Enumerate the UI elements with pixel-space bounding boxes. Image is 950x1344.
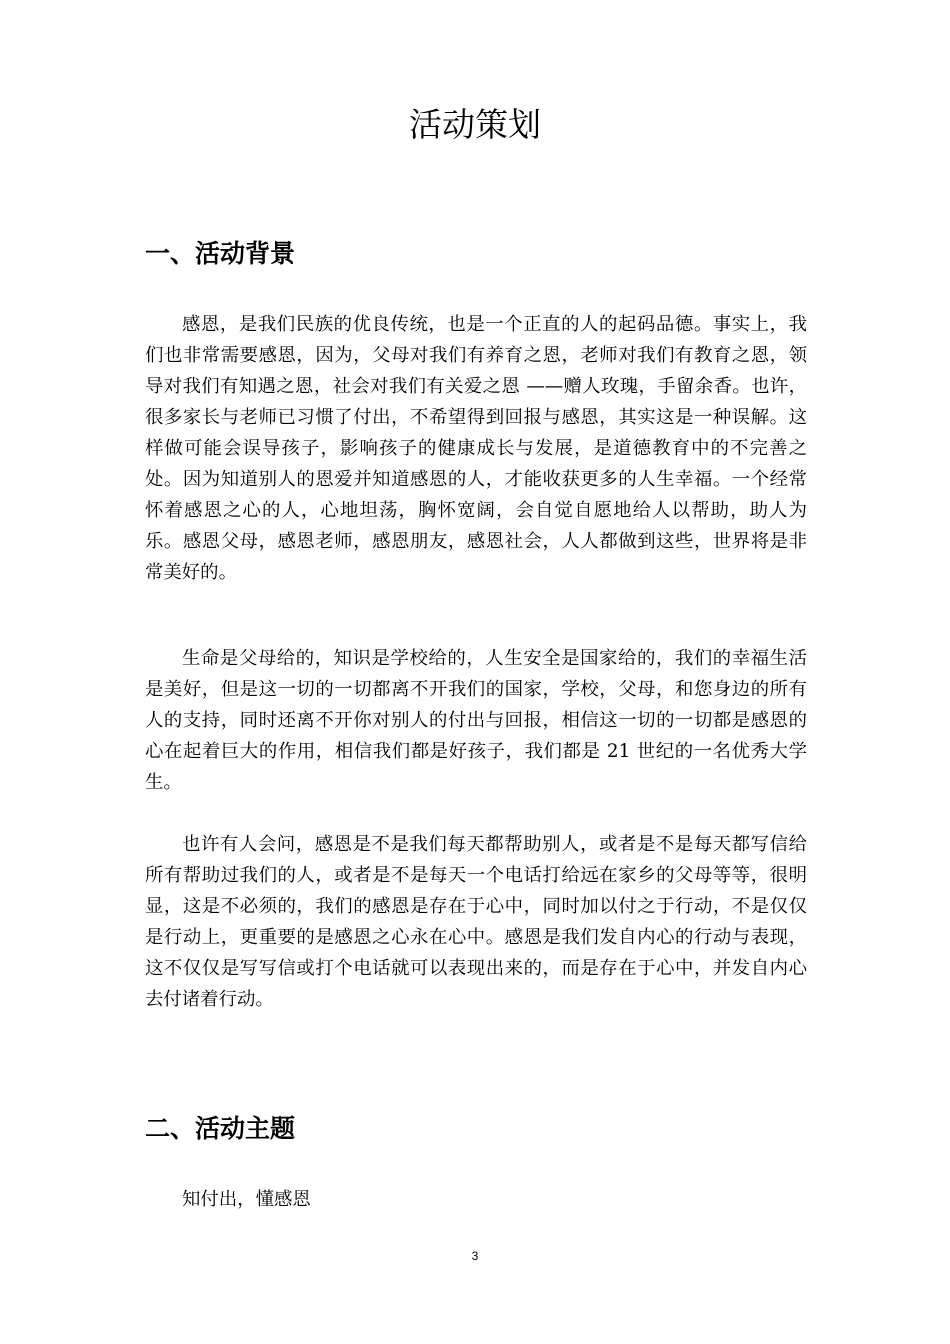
background-paragraph: 感恩，是我们民族的优良传统，也是一个正直的人的起码品德。事实上，我们也非常需要感恩，因为，父母对我们有养育之恩，老师对我们有教育之恩，领导对我们有知遇之恩，社会对我们有关爱之恩 ——赠人玫瑰，手留余香。也许，很多家长与老师已习惯了付出，不希望得到回报与感恩，其实这是一种误解。这样做可能会误导孩子，影响孩子的健康成长与发展，是道德教育中的不完善之处。因为知道别人的恩爱并知道感恩的人，才能收获更多的人生幸福。一个经常怀着感恩之心的人，心地坦荡，胸怀宽阔，会自觉自愿地给人以帮助，助人为乐。感恩父母，感恩老师，感恩朋友，感恩社会，人人都做到这些，世界将是非常美好的。	[145, 314, 807, 583]
theme-text: 知付出，懂感恩	[182, 1189, 311, 1210]
background-paragraph: 生命是父母给的，知识是学校给的，人生安全是国家给的，我们的幸福生活是美好，但是这一切的一切都离不开我们的国家，学校，父母，和您身边的所有人的支持，同时还离不开你对别人的付出与回报，相信这一切的一切都是感恩的心在起着巨大的作用，相信我们都是好孩子，我们都是 21 世纪的一名优秀大学生。	[145, 648, 807, 793]
document-title: 活动策划	[409, 105, 541, 144]
page-number: 3	[471, 1249, 479, 1263]
section-heading-background: 一、活动背景	[145, 239, 296, 268]
background-paragraph: 也许有人会问，感恩是不是我们每天都帮助别人，或者是不是每天都写信给所有帮助过我们的人，或者是不是每天一个电话打给远在家乡的父母等等，很明显，这是不必须的，我们的感恩是存在于心中，同时加以付之于行动，不是仅仅是行动上，更重要的是感恩之心永在心中。感恩是我们发自内心的行动与表现，这不仅仅是写写信或打个电话就可以表现出来的，而是存在于心中，并发自内心去付诸着行动。	[145, 834, 807, 1010]
section-heading-theme: 二、活动主题	[145, 1114, 296, 1143]
